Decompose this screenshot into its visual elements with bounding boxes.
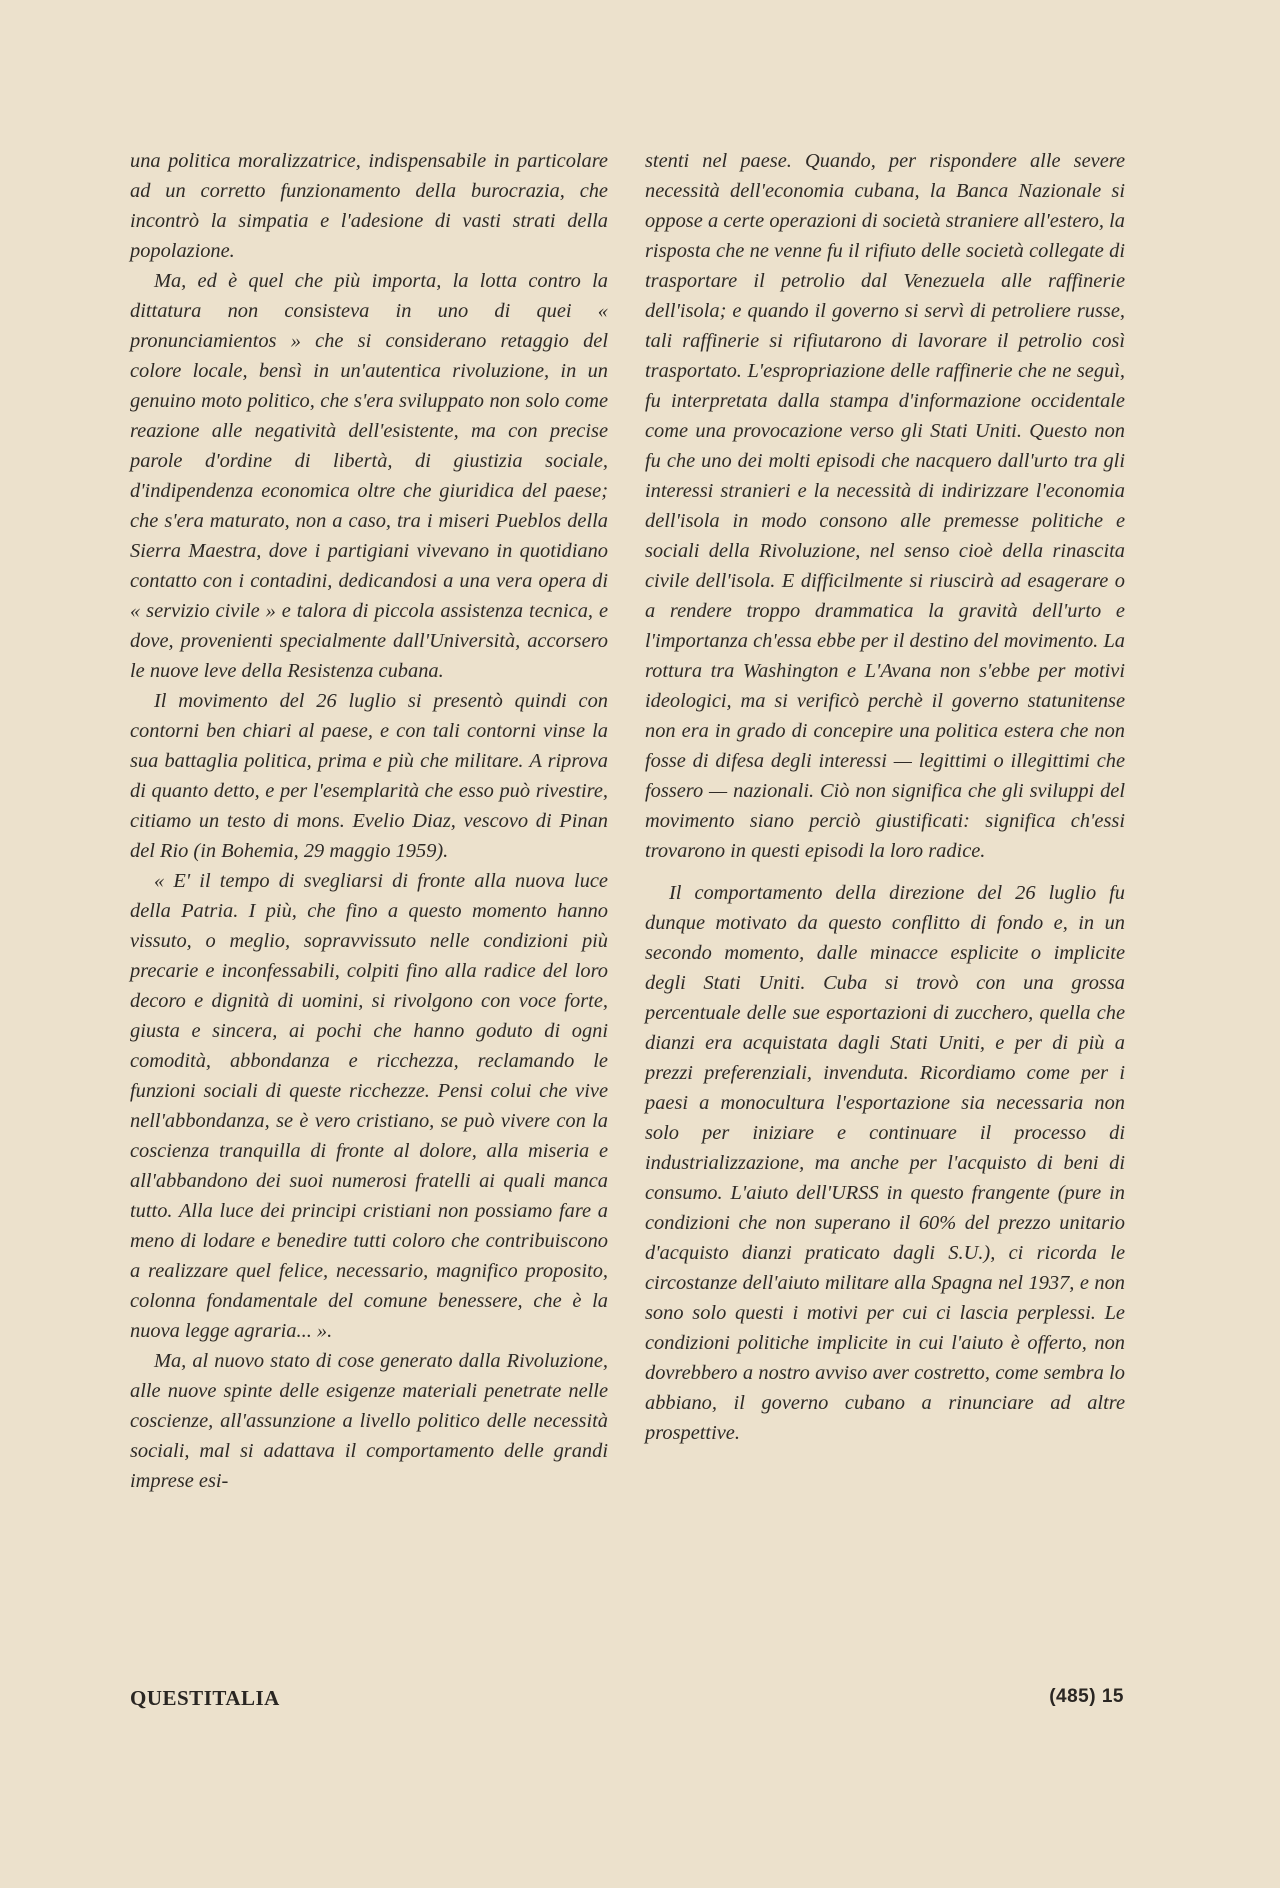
paragraph: Il comportamento della direzione del 26 luglio fu dunque motivato da questo conflitto di fondo e, in un secondo momento, dalle minacce esplicite o implicite degli Stati Uniti. Cuba si trovò con una grossa percentuale delle sue esportazioni di zucchero, quella che dianzi era acquistata dagli Stati Uniti, e per di più a prezzi preferenziali, invenduta. Ricordiamo come per i paesi a monocultura l'esportazione sia necessaria non solo per iniziare e continuare il processo di industrializzazione, ma anche per l'acquisto di beni di consumo. L'aiuto dell'URSS in questo frangente (pure in condizioni che non superano il 60% del prezzo unitario d'acquisto dianzi praticato dagli S.U.), ci ricorda le circostanze dell'aiuto militare alla Spagna nel 1937, e non sono solo questi i motivi per cui ci lascia perplessi. Le condizioni politiche implicite in cui l'aiuto è offerto, non dovrebbero a nostro avviso aver costretto, come sembra lo abbiano, il governo cubano a rinunciare ad altre prospettive. — [645, 882, 1125, 1444]
paragraph: stenti nel paese. Quando, per rispondere alle severe necessità dell'economia cubana, la Banca Nazionale si oppose a certe operazioni di società straniere all'estero, la risposta che ne venne fu il rifiuto delle società collegate di trasportare il petrolio dal Venezuela alle raffinerie dell'isola; e quando il governo si servì di petroliere russe, tali raffinerie si rifiutarono di lavorare il petrolio così trasportato. L'espropriazione delle raffinerie che ne seguì, fu interpretata dalla stampa d'informazione occidentale come una provocazione verso gli Stati Uniti. Questo non fu che uno dei molti episodi che nacquero dall'urto tra gli interessi stranieri e la necessità di indirizzare l'economia dell'isola in modo consono alle premesse politiche e sociali della Rivoluzione, nel senso cioè della rinascita civile dell'isola. E difficilmente si riuscirà ad esagerare o a rendere troppo drammatica la gravità dell'urto e l'importanza ch'essa ebbe per il destino del movimento. La rottura tra Washington e L'Avana non s'ebbe per motivi ideologici, ma si verificò perchè il governo statunitense non era in grado di concepire una politica estera che non fosse di difesa degli interessi — legittimi o illegittimi che fossero — nazionali. Ciò non significa che gli sviluppi del movimento siano perciò giustificati: significa ch'essi trovarono in questi episodi la loro radice. — [645, 150, 1125, 862]
page-number: (485) 15 — [1049, 1686, 1124, 1707]
paragraph: Ma, al nuovo stato di cose generato dalla Rivoluzione, alle nuove spinte delle esigenze materiali penetrate nelle coscienze, all'assunzione a livello politico delle necessità sociali, mal si adattava il comportamento delle grandi imprese esi- — [130, 1350, 608, 1492]
left-column — [130, 146, 608, 1496]
quotation-paragraph: « E' il tempo di svegliarsi di fronte alla nuova luce della Patria. I più, che fino a questo momento hanno vissuto, o meglio, sopravvissuto nelle condizioni più precarie e inconfessabili, colpiti fino alla radice del loro decoro e dignità di uomini, si rivolgono con voce forte, giusta e sincera, ai pochi che hanno goduto di ogni comodità, abbondanza e ricchezza, reclamando le funzioni sociali di queste ricchezze. Pensi colui che vive nell'abbondanza, se è vero cristiano, se può vivere con la coscienza tranquilla di fronte al dolore, alla miseria e all'abbandono dei suoi numerosi fratelli ai quali manca tutto. Alla luce dei principi cristiani non possiamo fare a meno di lodare e benedire tutti coloro che contribuiscono a realizzare quel felice, necessario, magnifico proposito, colonna fondamentale del comune benessere, che è la nuova legge agraria... ». — [130, 870, 608, 1342]
paragraph: Il movimento del 26 luglio si presentò quindi con contorni ben chiari al paese, e con tali contorni vinse la sua battaglia politica, prima e più che militare. A riprova di quanto detto, e per l'esemplarità che esso può rivestire, citiamo un testo di mons. Evelio Diaz, vescovo di Pinan del Rio (in Bohemia, 29 maggio 1959). — [130, 690, 608, 862]
right-column — [645, 146, 1125, 1448]
paragraph: una politica moralizzatrice, indispensabile in particolare ad un corretto funzionamento della burocrazia, che incontrò la simpatia e l'adesione di vasti strati della popolazione. — [130, 150, 608, 262]
journal-title: QUESTITALIA — [130, 1686, 280, 1710]
paragraph: Ma, ed è quel che più importa, la lotta contro la dittatura non consisteva in uno di quei « pronunciamientos » che si considerano retaggio del colore locale, bensì in un'autentica rivoluzione, in un genuino moto politico, che s'era sviluppato non solo come reazione alle negatività dell'esistente, ma con precise parole d'ordine di libertà, di giustizia sociale, d'indipendenza economica oltre che giuridica del paese; che s'era maturato, non a caso, tra i miseri Pueblos della Sierra Maestra, dove i partigiani vivevano in quotidiano contatto con i contadini, dedicandosi a una vera opera di « servizio civile » e talora di piccola assistenza tecnica, e dove, provenienti specialmente dall'Università, accorsero le nuove leve della Resistenza cubana. — [130, 270, 608, 682]
